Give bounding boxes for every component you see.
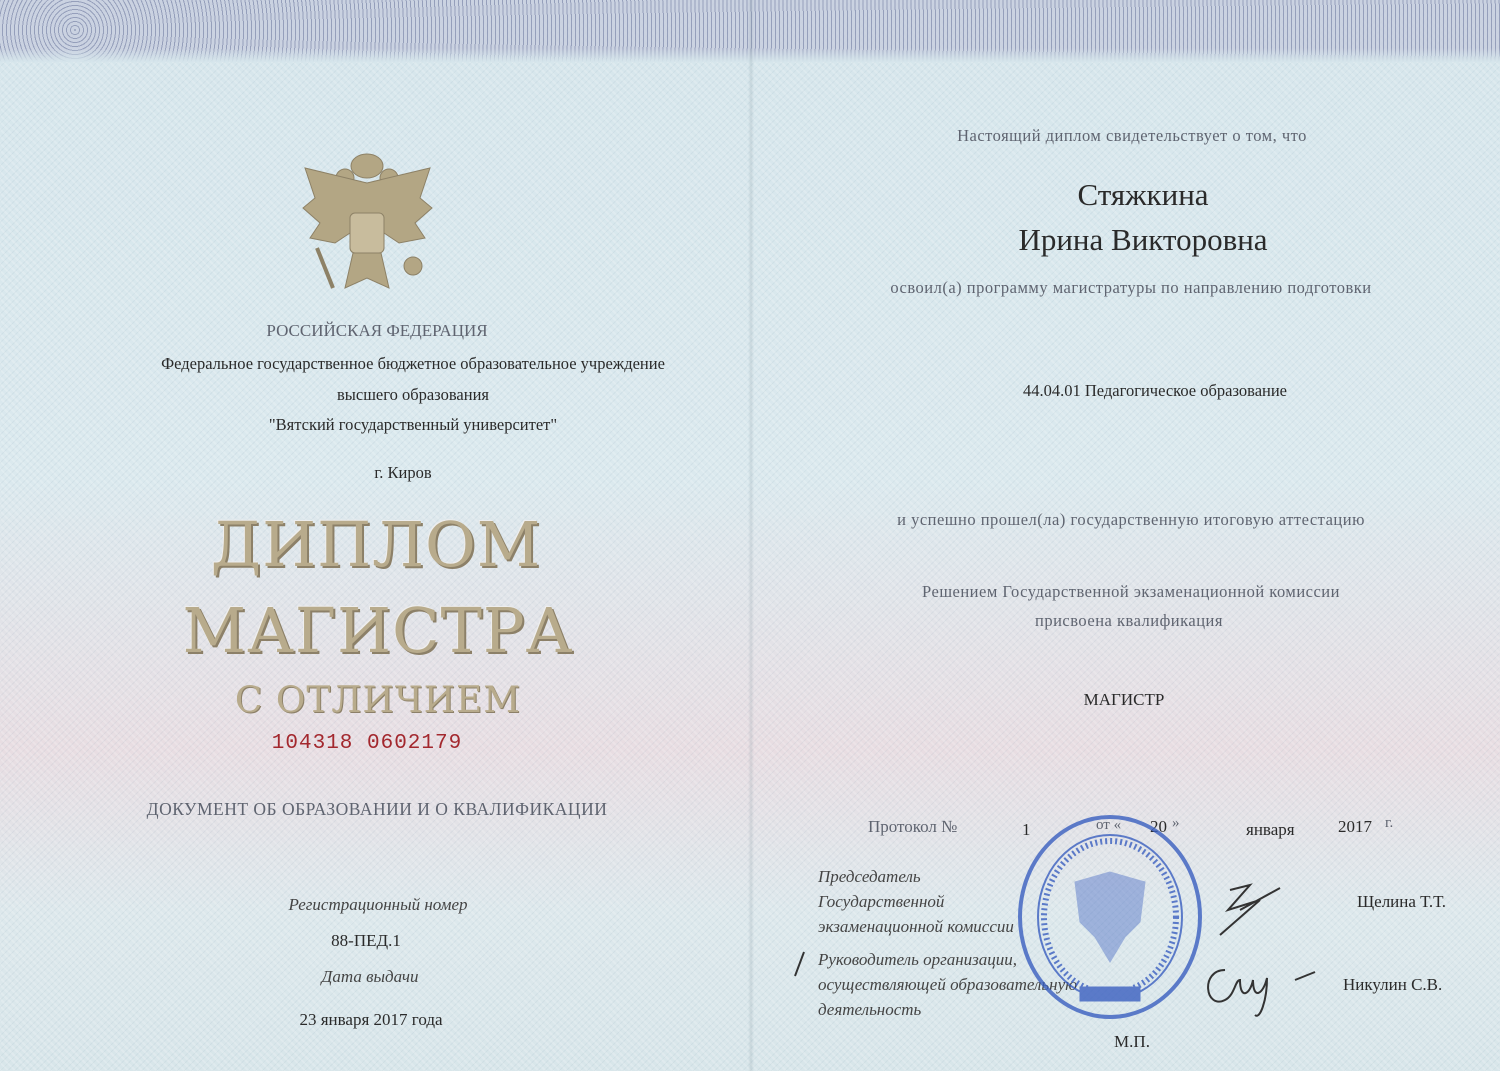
completed-text: освоил(а) программу магистратуры по направлению подготовки [890,278,1372,297]
institution-line2: высшего образования [337,385,489,404]
head-label-2: осуществляющей образовательную [818,975,1078,994]
coat-of-arms-emblem [295,138,440,303]
protocol-day: 20 [1150,817,1167,836]
graduate-surname: Стяжкина [1077,177,1209,212]
city: г. Киров [374,463,432,482]
chair-name: Щелина Т.Т. [1357,892,1447,911]
attestation-text: и успешно прошел(ла) государственную итоговую аттестацию [897,510,1365,529]
protocol-year-suffix: г. [1385,815,1394,831]
decision-line1: Решением Государственной экзаменационной комиссии [922,582,1340,601]
qualification: МАГИСТР [1083,690,1165,709]
chair-label-1: Председатель [818,867,921,886]
protocol-label: Протокол № [868,817,958,836]
institution-name: "Вятский государственный университет" [268,415,558,434]
diploma-title: ДИПЛОМ [210,508,542,581]
tick-mark [792,950,806,978]
head-label-3: деятельность [818,1000,922,1019]
program: 44.04.01 Педагогическое образование [1022,381,1288,400]
official-seal-stamp [1015,812,1205,1022]
protocol-year: 2017 [1338,817,1372,836]
registration-label: Регистрационный номер [288,895,468,914]
issue-date: 23 января 2017 года [299,1010,443,1029]
registration-number: 88-ПЕД.1 [331,931,401,950]
serial-number: 104318 0602179 [271,732,463,755]
issue-date-label: Дата выдачи [321,967,419,986]
intro-text: Настоящий диплом свидетельствует о том, что [957,126,1307,145]
protocol-quote: » [1172,815,1180,831]
head-name: Никулин С.В. [1343,975,1443,994]
head-signature [1195,950,1325,1020]
chair-signature [1200,880,1290,940]
document-type: ДОКУМЕНТ ОБ ОБРАЗОВАНИИ И О КВАЛИФИКАЦИИ [146,799,608,819]
institution-line1: Федеральное государственное бюджетное образовательное учреждение [161,354,665,373]
chair-label-3: экзаменационной комиссии [818,917,1014,936]
chair-label-2: Государственной [818,892,945,911]
honors: С ОТЛИЧИЕМ [234,680,522,721]
decision-line2: присвоена квалификация [1035,611,1223,630]
page-fold [748,0,754,1071]
head-label-1: Руководитель организации, [818,950,1018,969]
protocol-month: января [1246,820,1295,839]
protocol-number: 1 [1022,820,1031,839]
country-name: РОССИЙСКАЯ ФЕДЕРАЦИЯ [266,321,488,340]
seal-place: М.П. [1114,1032,1150,1051]
diploma-degree: МАГИСТРА [182,594,574,667]
graduate-given-names: Ирина Викторовна [1018,222,1268,257]
protocol-from: от « [1096,817,1122,833]
